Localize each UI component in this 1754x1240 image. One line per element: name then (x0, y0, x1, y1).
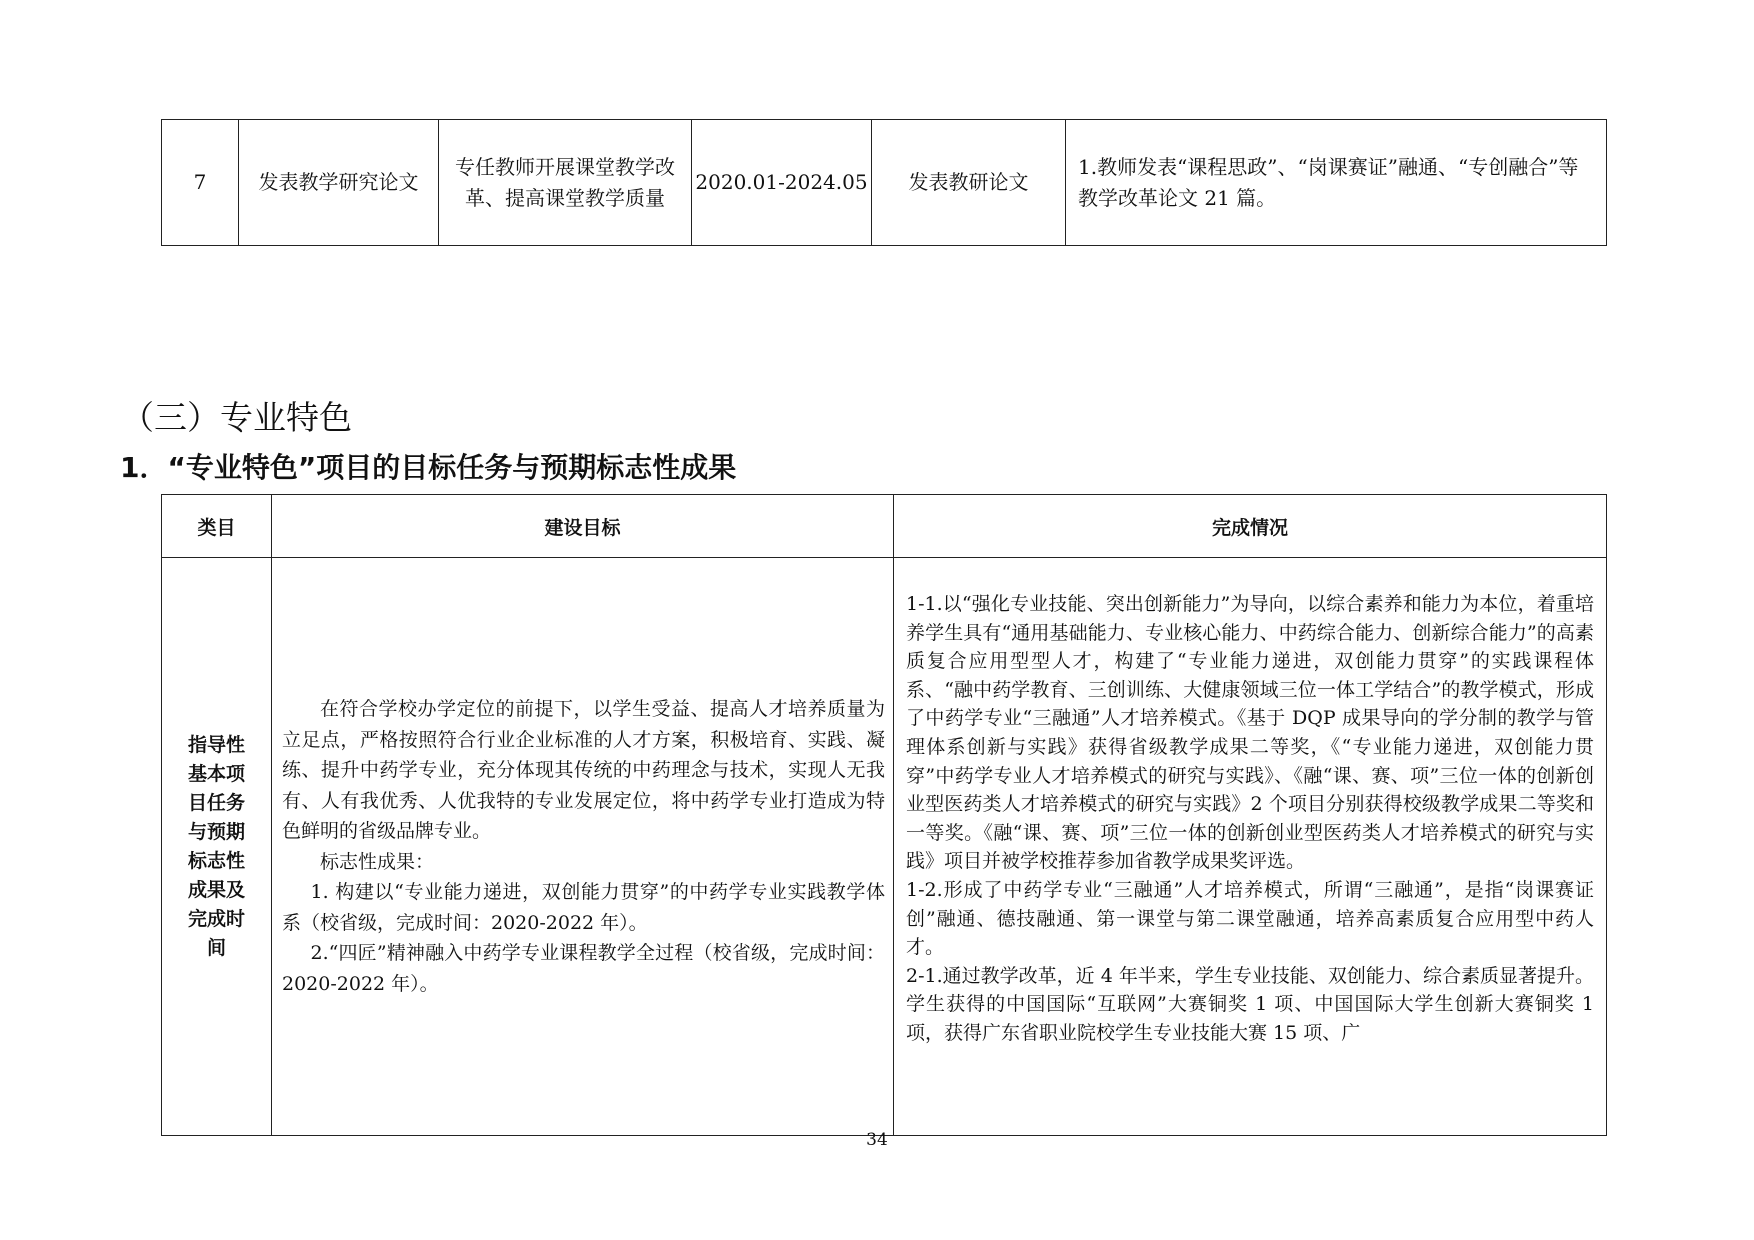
project-content: 专任教师开展课堂教学改革、提高课堂教学质量 (439, 120, 692, 246)
completion-paragraph-2: 1-2.形成了中药学专业“三融通”人才培养模式，所谓“三融通”，是指“岗课赛证创”融通、德技融通、第一课堂与第二课堂融通，培养高素质复合应用型中药人才。 (906, 878, 1594, 959)
feature-table (161, 494, 1607, 1136)
completion-cell (894, 558, 1607, 1136)
goal-intro: 在符合学校办学定位的前提下，以学生受益、提高人才培养质量为立足点，严格按照符合行业企业标准的人才方案，积极培育、实践、凝练、提升中药学专业，充分体现其传统的中药理念与技术，实现人无我有、人有我优秀、人优我特的专业发展定位，将中药学专业打造成为特色鲜明的省级品牌专业。 (282, 698, 885, 842)
project-item: 发表教学研究论文 (239, 120, 439, 246)
category-cell: 指导性基本项目任务与预期标志性成果及完成时间 (162, 558, 272, 1136)
goal-cell (272, 558, 894, 1136)
project-indicator: 发表教研论文 (872, 120, 1066, 246)
goal-item-1: 1. 构建以“专业能力递进，双创能力贯穿”的中药学专业实践教学体系（校省级，完成时间：2020-2022 年）。 (282, 881, 885, 934)
row-number: 7 (162, 120, 239, 246)
goal-item-2: 2.“四匠”精神融入中药学专业课程教学全过程（校省级，完成时间：2020-2022 年）。 (282, 942, 885, 995)
section-subtitle: 1．“专业特色”项目的目标任务与预期标志性成果 (120, 451, 737, 484)
page-number: 34 (866, 1130, 888, 1150)
table-row (162, 120, 1607, 246)
header-category: 类目 (162, 495, 272, 558)
completion-paragraph-3: 2-1.通过教学改革，近 4 年半来，学生专业技能、双创能力、综合素质显著提升。学生获得的中国国际“互联网”大赛铜奖 1 项、中国国际大学生创新大赛铜奖 1 项，获得广东省职业院校学生专业技能大赛 15 项、广 (906, 964, 1594, 1044)
table-row (162, 558, 1607, 1136)
section-title: （三）专业特色 (121, 398, 352, 437)
header-goal: 建设目标 (272, 495, 894, 558)
header-completion: 完成情况 (894, 495, 1607, 558)
table-header-row (162, 495, 1607, 558)
completion-paragraph-1: 1-1.以“强化专业技能、突出创新能力”为导向，以综合素养和能力为本位，着重培养学生具有“通用基础能力、专业核心能力、中药综合能力、创新综合能力”的高素质复合应用型型人才，构建了“专业能力递进，双创能力贯穿”的实践课程体系、“融中药学教育、三创训练、大健康领域三位一体工学结合”的教学模式，形成了中药学专业“三融通”人才培养模式。《基于 DQP 成果导向的学分制的教学与管理体系创新与实践》获得省级教学成果二等奖，《“专业能力递进，双创能力贯穿”中药学专业人才培养模式的研究与实践》、《融“课、赛、项”三位一体的创新创业型医药类人才培养模式的研究与实践》2 个项目分别获得校级教学成果二等奖和一等奖。《融“课、赛、项”三位一体的创新创业型医药类人才培养模式的研究与实践》项目并被学校推荐参加省教学成果奖评选。 (906, 593, 1594, 873)
project-period: 2020.01-2024.05 (692, 120, 872, 246)
completion-content (906, 590, 1594, 1102)
project-result: 1.教师发表“课程思政”、“岗课赛证”融通、“专创融合”等教学改革论文 21 篇。 (1066, 120, 1607, 246)
project-table (161, 119, 1607, 246)
goal-label: 标志性成果： (320, 850, 435, 873)
